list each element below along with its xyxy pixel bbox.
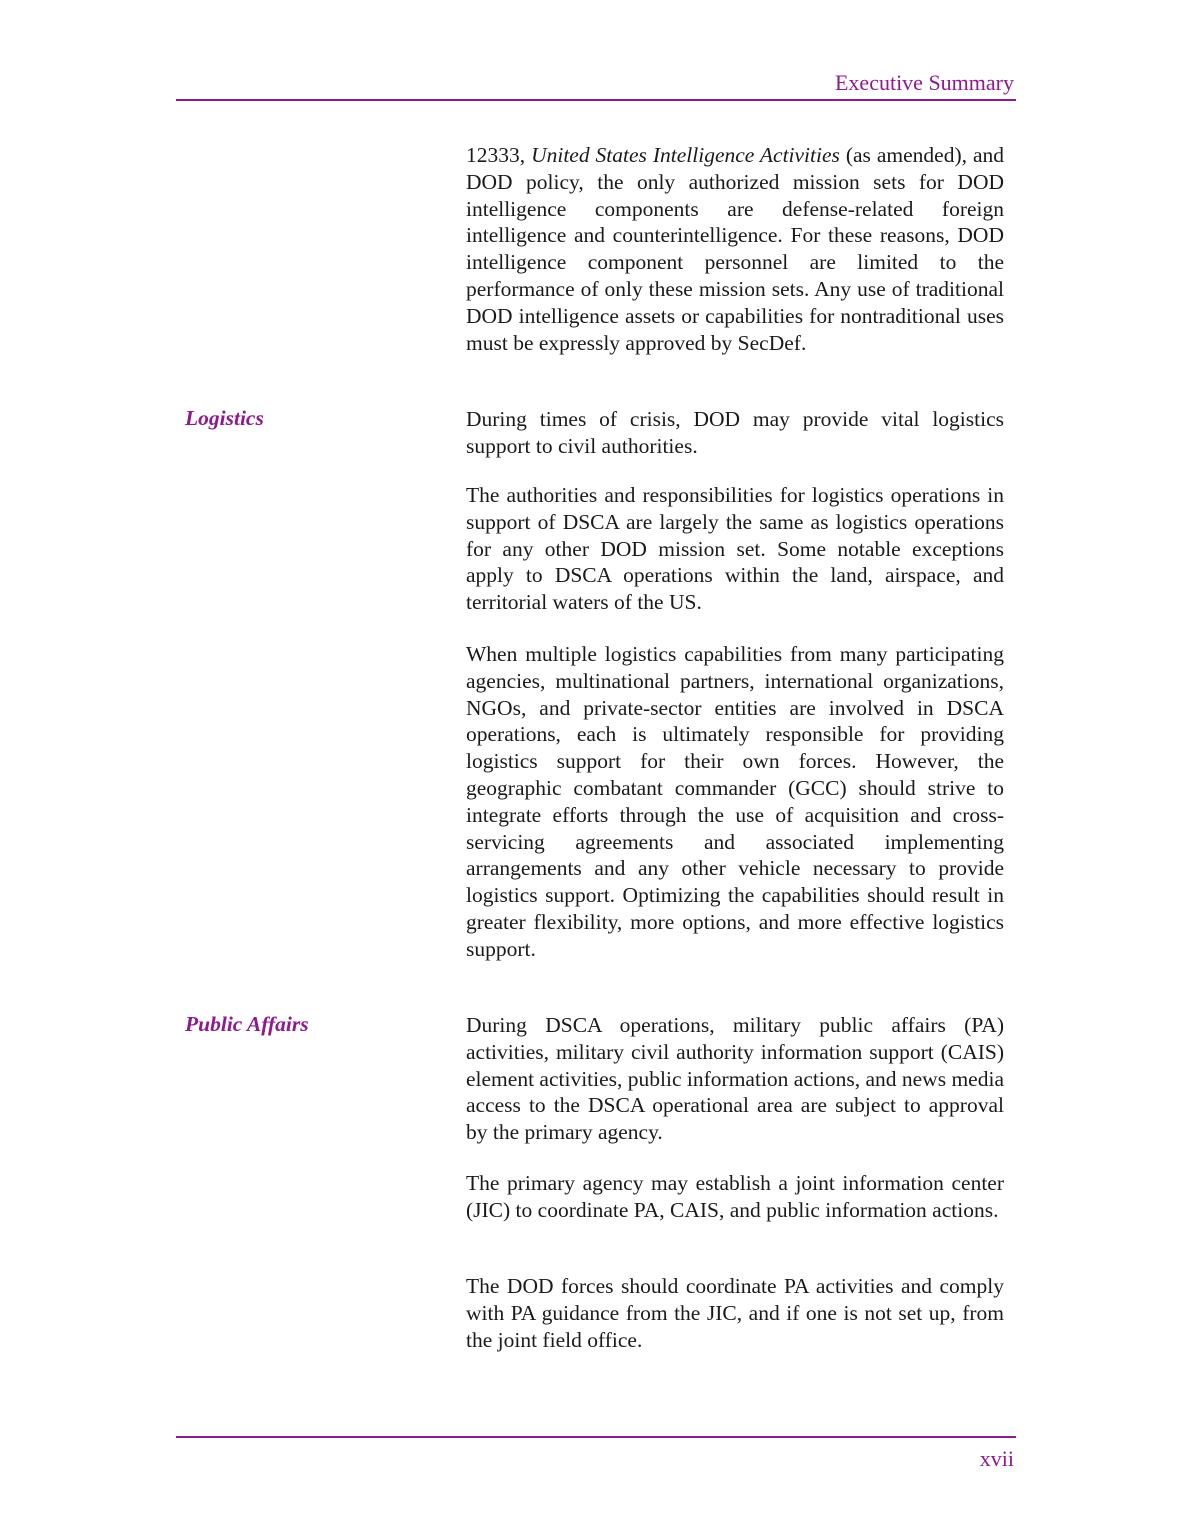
footer-rule	[176, 1436, 1016, 1438]
logistics-paragraph-1-text: During times of crisis, DOD may provide vital logistics support to civil authorities.	[466, 407, 1004, 458]
public-affairs-paragraph-1	[466, 1012, 1004, 1146]
continuation-text: (as amended), and DOD policy, the only authorized mission sets for DOD intelligence components are defense-related foreign intelligence and counterintelligence. For these reasons, DOD intelligence component personnel are limited to the performance of only these mission sets. Any use of traditional DOD intelligence assets or capabilities for nontraditional uses must be expressly approved by SecDef.	[466, 143, 1004, 355]
header-rule	[176, 99, 1016, 101]
public-affairs-paragraph-3-text: The DOD forces should coordinate PA activities and comply with PA guidance from the JIC, and if one is not set up, from the joint field office.	[466, 1274, 1004, 1352]
continuation-prefix: 12333,	[466, 143, 532, 167]
logistics-paragraph-1	[466, 406, 1004, 460]
logistics-paragraph-3-text: When multiple logistics capabilities from many participating agencies, multinational partners, international organizations, NGOs, and private-sector entities are involved in DSCA operations, each is ultimately responsible for providing logistics support for their own forces. However, the geographic combatant commander (GCC) should strive to integrate efforts through the use of acquisition and cross-servicing agreements and associated implementing arrangements and any other vehicle necessary to provide logistics support. Optimizing the capabilities should result in greater flexibility, more options, and more effective logistics support.	[466, 642, 1004, 961]
continuation-paragraph	[466, 142, 1004, 356]
logistics-heading: Logistics	[185, 406, 264, 430]
public-affairs-paragraph-2	[466, 1170, 1004, 1224]
public-affairs-paragraph-3	[466, 1273, 1004, 1353]
logistics-paragraph-2-text: The authorities and responsibilities for logistics operations in support of DSCA are largely the same as logistics operations for any other DOD mission set. Some notable exceptions apply to DSCA operations within the land, airspace, and territorial waters of the US.	[466, 483, 1004, 615]
logistics-paragraph-2	[466, 482, 1004, 616]
public-affairs-heading: Public Affairs	[185, 1012, 309, 1036]
continuation-document-title: United States Intelligence Activities	[531, 143, 840, 167]
public-affairs-paragraph-1-text: During DSCA operations, military public affairs (PA) activities, military civil authority information support (CAIS) element activities, public information actions, and news media access to the DSCA operational area are subject to approval by the primary agency.	[466, 1013, 1004, 1145]
header-title: Executive Summary	[834, 70, 1014, 95]
page-number: xvii	[979, 1446, 1014, 1471]
logistics-paragraph-3	[466, 641, 1004, 963]
public-affairs-paragraph-2-text: The primary agency may establish a joint information center (JIC) to coordinate PA, CAIS, and public information actions.	[466, 1171, 1004, 1222]
